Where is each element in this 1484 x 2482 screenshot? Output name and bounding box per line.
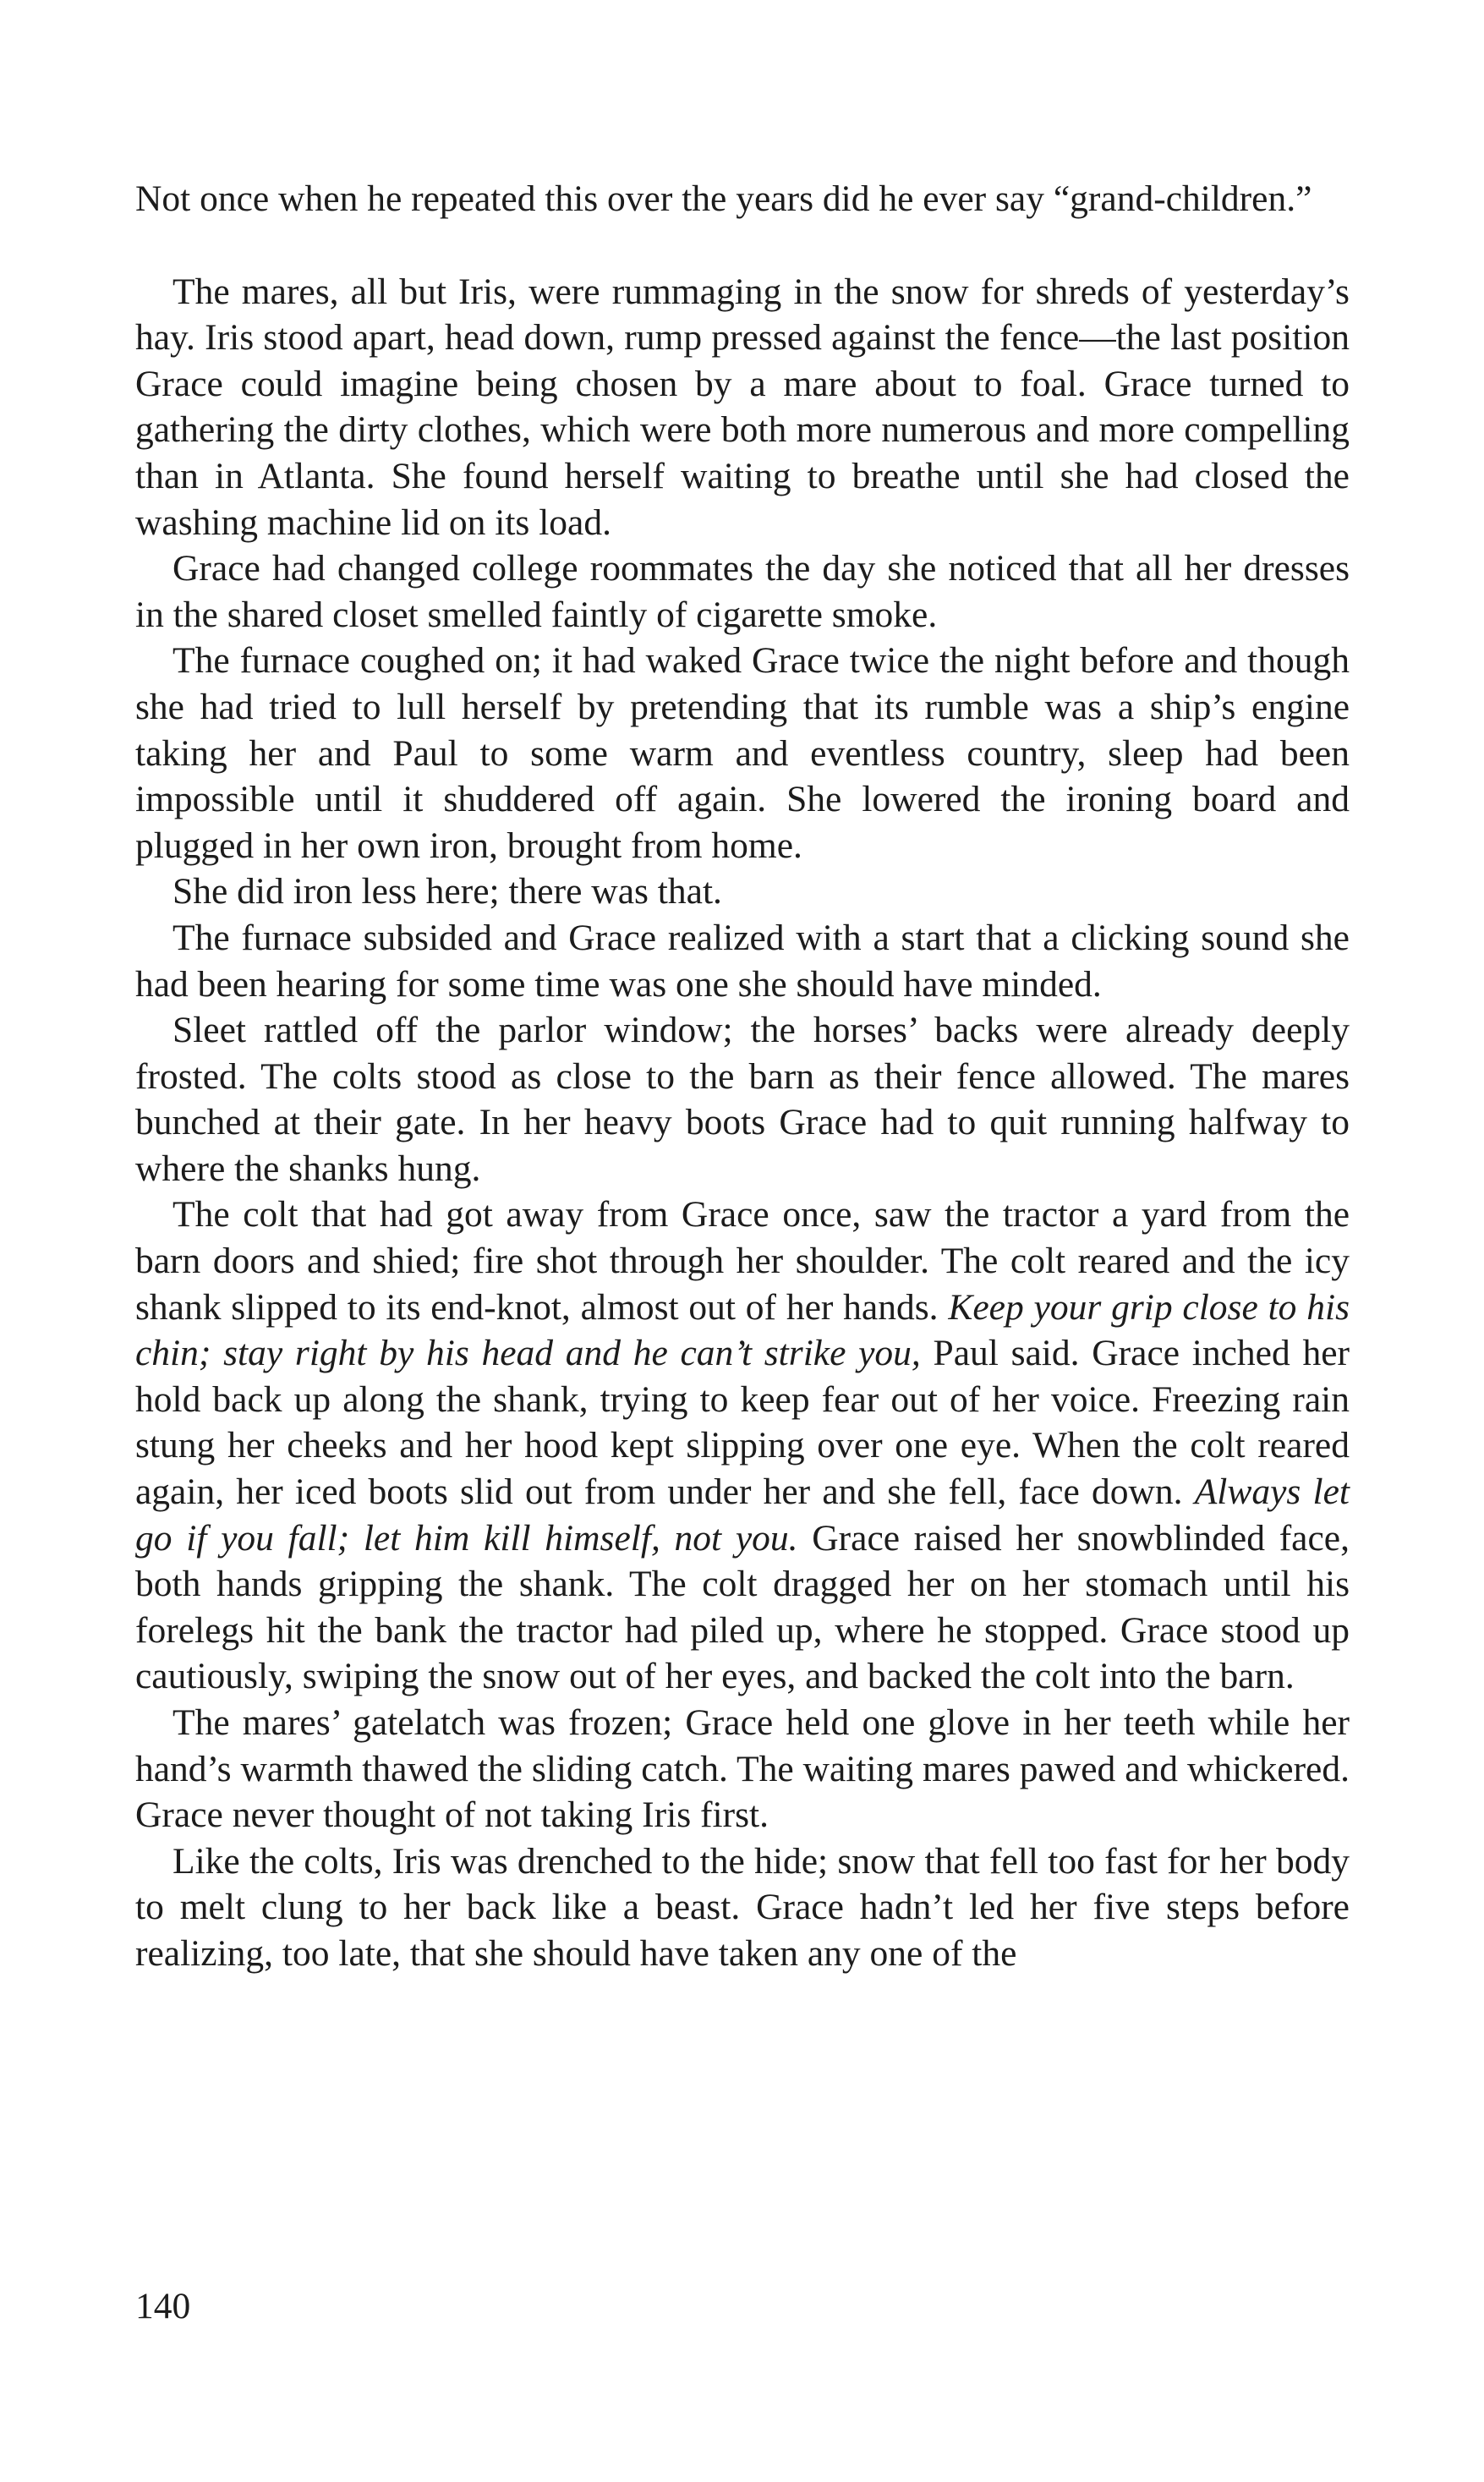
text-run: Paul said. Grace inched her hold back up along the shank, trying to keep fear out of her voice. Freezing rain stung her cheeks and her hood kept slipping over one eye. When the colt reared again, her iced boots slid out from under her and she fell, face down. (135, 1333, 1350, 1513)
paragraph (135, 1007, 1350, 1192)
text-run: Not once when he repeated this over the years did he ever say “grand-children.” (135, 178, 1312, 219)
text-run: The mares, all but Iris, were rummaging in the snow for shreds of yesterday’s hay. Iris stood apart, head down, rump pressed against the fence—the last position Grace could imagine being chosen by a mare about to foal. Grace turned to gathering the dirty clothes, which were both more numerous and more compelling than in Atlanta. She found herself waiting to breathe until she had closed the washing machine lid on its load. (135, 271, 1350, 543)
page-number: 140 (135, 2286, 191, 2326)
text-run: Grace raised her snowblinded face, both hands gripping the shank. The colt dragged her on her stomach until his forelegs hit the bank the tractor had piled up, where he stopped. Grace stood up cautiously, swiping the snow out of her eyes, and backed the colt into the barn. (135, 1517, 1350, 1697)
italic-text-run: Keep your grip close to his chin; stay right by his head and he can’t strike you, (135, 1286, 1350, 1374)
text-run: The colt that had got away from Grace once, saw the tractor a yard from the barn doors and shied; fire shot through her shoulder. The colt reared and the icy shank slipped to its end-knot, almost out of her hands. (135, 1194, 1350, 1328)
paragraph (135, 638, 1350, 868)
text-run: The furnace coughed on; it had waked Grace twice the night before and though she had tried to lull herself by pretending that its rumble was a ship’s engine taking her and Paul to some warm and eventless country, sleep had been impossible until it shuddered off again. She lowered the ironing board and plugged in her own iron, brought from home. (135, 640, 1350, 866)
text-run: The furnace subsided and Grace realized with a start that a clicking sound she had been hearing for some time was one she should have minded. (135, 917, 1350, 1005)
paragraph (135, 868, 1350, 915)
paragraph (135, 1838, 1350, 1977)
paragraph (135, 1192, 1350, 1700)
text-run: Sleet rattled off the parlor window; the horses’ backs were already deeply frosted. The colts stood as close to the barn as their fence allowed. The mares bunched at their gate. In her heavy boots Grace had to quit running halfway to where the shanks hung. (135, 1010, 1350, 1189)
text-run: Like the colts, Iris was drenched to the hide; snow that fell too fast for her body to melt clung to her back like a beast. Grace hadn’t led her five steps before realizing, too late, that she should have taken any one of the (135, 1840, 1350, 1974)
paragraph (135, 176, 1350, 222)
paragraph (135, 545, 1350, 638)
paragraph (135, 269, 1350, 546)
paragraph (135, 915, 1350, 1007)
text-run: Grace had changed college roommates the day she noticed that all her dresses in the shared closet smelled faintly of cigarette smoke. (135, 548, 1350, 635)
text-run: The mares’ gatelatch was frozen; Grace held one glove in her teeth while her hand’s warmth thawed the sliding catch. The waiting mares pawed and whickered. Grace never thought of not taking Iris first. (135, 1702, 1350, 1836)
body-text (135, 176, 1350, 1977)
text-run: She did iron less here; there was that. (172, 871, 722, 912)
paragraph (135, 1700, 1350, 1838)
italic-text-run: Always let go if you fall; let him kill himself, not you. (135, 1471, 1350, 1559)
